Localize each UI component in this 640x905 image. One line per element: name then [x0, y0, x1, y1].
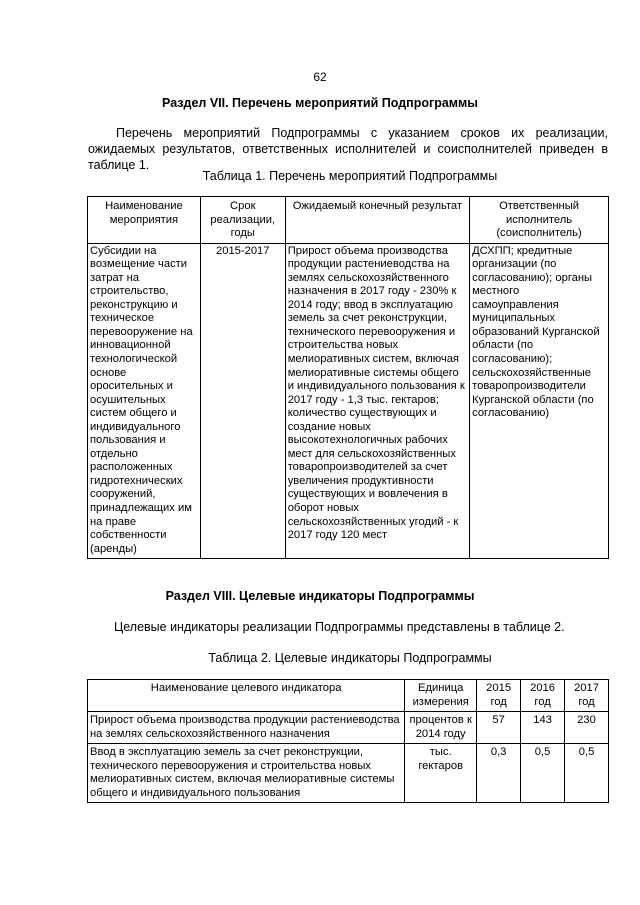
table-1-caption: Таблица 1. Перечень мероприятий Подпрограммы [202, 169, 498, 183]
table-1-cell-executor: ДСХПП; кредитные организации (по согласованию); органы местного самоуправления муниципальных образований Курганской области (по согласованию); сельскохозяйственные товаропроизводители Курганской области (по согласованию) [470, 243, 609, 559]
table-2-cell-unit: тыс. гектаров [405, 744, 477, 803]
table-1-header-name: Наименование мероприятия [88, 197, 201, 244]
table-2-header-row [88, 680, 609, 712]
table-row [88, 712, 609, 744]
section-7-heading: Раздел VII. Перечень мероприятий Подпрограммы [162, 96, 478, 110]
table-2-header-unit: Единица измерения [405, 680, 477, 712]
table-2-cell-2015: 57 [477, 712, 521, 744]
table-2-cell-2016: 143 [521, 712, 565, 744]
table-row [88, 744, 609, 803]
table-1-cell-name: Субсидии на возмещение части затрат на строительство, реконструкцию и техническое перевооружение на инновационной технологической основе оросительных и осушительных систем общего и индивидуального пользования и отдельно расположенных гидротехнических сооружений, принадлежащих им на праве собственности (аренды) [88, 243, 201, 559]
table-2-cell-name: Ввод в эксплуатацию земель за счет реконструкции, технического перевооружения и строительства новых мелиоративных систем, включая мелиоративные системы общего и индивидуального пользования [88, 744, 405, 803]
table-1-cell-period: 2015-2017 [200, 243, 285, 559]
table-1-cell-result: Прирост объема производства продукции растениеводства на землях сельскохозяйственного назначения в 2017 году - 230% к 2014 году; ввод в эксплуатацию земель за счет реконструкции, технического перевооружения и строительства новых мелиоративных систем, включая мелиоративные системы общего и индивидуального пользования к 2017 году - 1,3 тыс. гектаров; количество существующих и создание новых высокотехнологичных рабочих мест для сельскохозяйственных товаропроизводителей за счет увеличения продуктивности существующих и вовлечения в оборот новых сельскохозяйственных угодий - к 2017 году 120 мест [285, 243, 469, 559]
table-2-cell-name: Прирост объема производства продукции растениеводства на землях сельскохозяйственного назначения [88, 712, 405, 744]
section-7-intro: Перечень мероприятий Подпрограммы с указанием сроков их реализации, ожидаемых результатов, ответственных исполнителей и соисполнителей приведен в таблице 1. [88, 126, 608, 172]
table-1-header-result: Ожидаемый конечный результат [285, 197, 469, 244]
table-2-header-name: Наименование целевого индикатора [88, 680, 405, 712]
table-2-cell-2017: 0,5 [565, 744, 609, 803]
table-2 [87, 679, 609, 803]
table-2-header-2015: 2015 год [477, 680, 521, 712]
table-2-cell-unit: процентов к 2014 году [405, 712, 477, 744]
table-1 [87, 196, 609, 559]
table-1-header-period: Срок реализации, годы [200, 197, 285, 244]
page-number: 62 [313, 70, 327, 84]
table-2-header-2017: 2017 год [565, 680, 609, 712]
section-8-heading: Раздел VIII. Целевые индикаторы Подпрограммы [165, 589, 475, 603]
table-1-header-row [88, 197, 609, 244]
table-row [88, 243, 609, 559]
table-2-header-2016: 2016 год [521, 680, 565, 712]
table-2-cell-2015: 0,3 [477, 744, 521, 803]
table-2-caption: Таблица 2. Целевые индикаторы Подпрограммы [208, 651, 492, 665]
table-1-header-executor: Ответственный исполнитель (соисполнитель) [470, 197, 609, 244]
table-2-cell-2016: 0,5 [521, 744, 565, 803]
table-2-cell-2017: 230 [565, 712, 609, 744]
section-8-intro: Целевые индикаторы реализации Подпрограммы представлены в таблице 2. [114, 620, 565, 634]
